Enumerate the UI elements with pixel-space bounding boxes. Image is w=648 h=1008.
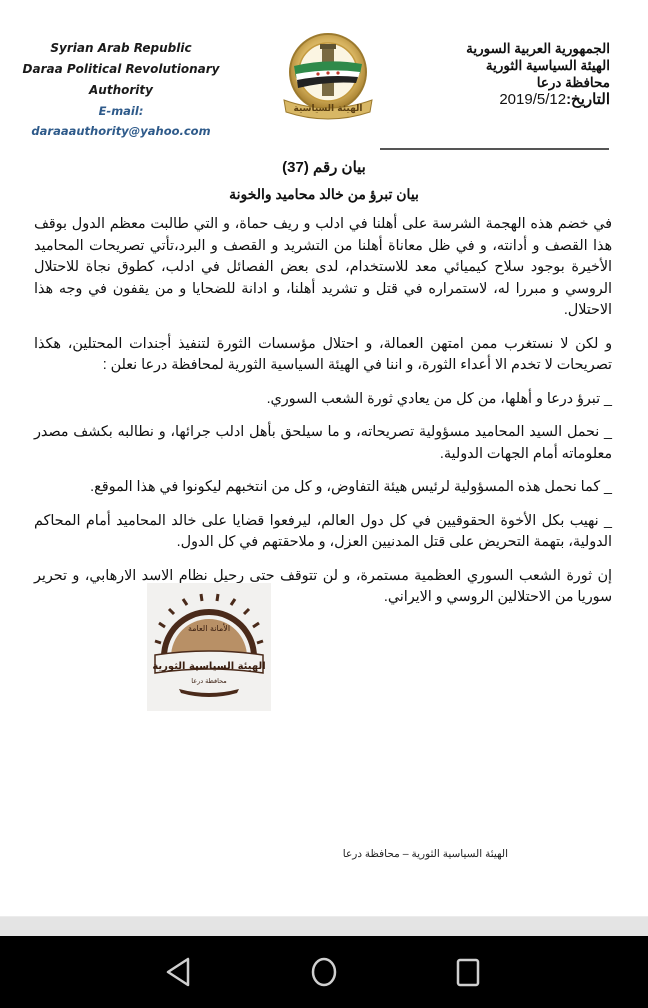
english-country-name: Syrian Arab Republic bbox=[50, 41, 192, 55]
english-authority-name-line2: Authority bbox=[89, 83, 153, 97]
arabic-authority-name: الهيئة السياسية الثورية bbox=[485, 58, 610, 73]
android-navigation-bar bbox=[0, 936, 648, 1008]
seal-sub-text: محافظة درعا bbox=[191, 677, 227, 685]
emblem-banner-text: الهيئة السياسية bbox=[293, 104, 363, 114]
footer-note: الهيئة السياسية الثورية – محافظة درعا bbox=[342, 848, 508, 860]
header-divider bbox=[380, 148, 609, 150]
back-icon bbox=[162, 954, 198, 990]
general-secretariat-seal-icon bbox=[147, 583, 271, 711]
recents-icon bbox=[450, 954, 486, 990]
home-button[interactable] bbox=[306, 954, 342, 990]
political-authority-emblem-icon bbox=[274, 30, 382, 122]
paragraph-declaration: و لكن لا نستغرب ممن امتهن العمالة، و احتلال مؤسسات الثورة لتنفيذ أجندات المحتلين، هكذا تصريحات لا تخدم الا أعداء الثورة، و اننا في الهيئة السياسية الثورية لمحافظة درعا نعلن : bbox=[34, 335, 612, 373]
date-value: 2019/5/12 bbox=[499, 91, 567, 108]
recents-button[interactable] bbox=[450, 954, 486, 990]
viewer-bottom-band bbox=[0, 916, 648, 937]
paragraph-intro: في خضم هذه الهجمة الشرسة على أهلنا في ادلب و ريف حماة، و التي طالبت معظم الدول بوقف هذا القصف و أدانته، و في ظل معاناة أهلنا من التشريد و القصف و البرد،تأتي تصريحات المحاميد الأخيرة بوجود سلاح كيميائي معد للاستخدام، لدى بعض الفصائل في ادلب، كطوق نجاة للاحتلال الروسي و مبررا له، لاستمراره في قتل و تشريد أهلنا، و ادانة للضحايا و من يقفون في وجه هذا الاحتلال. bbox=[34, 216, 613, 318]
list-item: _ نهيب بكل الأخوة الحقوقيين في كل دول العالم، ليرفعوا قضايا على خالد المحاميد أمام المحاكم الدولية، بتهمة التحريض على قتل المدنيين العزل، و ملاحقتهم في كل الدول. bbox=[34, 512, 612, 550]
back-button[interactable] bbox=[162, 954, 198, 990]
date-label: التاريخ: bbox=[566, 91, 610, 108]
list-item: _ نحمل السيد المحاميد مسؤولية تصريحاته، و ما سيلحق بأهل ادلب جرائها، و نطالبه بكشف مصدر معلوماته أمام الجهات الدولية. bbox=[34, 424, 612, 462]
statement-subject: بيان تبرؤ من خالد محاميد والخونة bbox=[229, 186, 419, 202]
english-header bbox=[8, 38, 234, 141]
list-item: _ تبرؤ درعا و أهلها، من كل من يعادي ثورة الشعب السوري. bbox=[266, 390, 612, 407]
seal-top-text: الأمانة العامة bbox=[187, 624, 231, 633]
document-date bbox=[420, 91, 610, 108]
email-address: E-mail: daraaauthority@yahoo.com bbox=[31, 104, 211, 138]
arabic-country-name: الجمهورية العربية السورية bbox=[466, 41, 610, 56]
arabic-header bbox=[420, 40, 610, 108]
list-item: _ كما نحمل هذه المسؤولية لرئيس هيئة التفاوض، و كل من انتخبهم ليكونوا في هذا الموقع. bbox=[90, 479, 612, 495]
home-icon bbox=[306, 954, 342, 990]
paragraph-closing: إن ثورة الشعب السوري العظمية مستمرة، و لن تتوقف حتى رحيل نظام الاسد الارهابي، و تحرير سوريا من الاحتلالين الروسي و الايراني. bbox=[34, 567, 612, 605]
arabic-governorate-name: محافظة درعا bbox=[536, 75, 610, 90]
statement-body bbox=[34, 214, 612, 621]
seal-main-text: الهيئة السياسية الثورية bbox=[152, 661, 266, 672]
english-authority-name-line1: Daraa Political Revolutionary bbox=[22, 62, 220, 76]
statement-number: بيان رقم (37) bbox=[282, 159, 366, 176]
